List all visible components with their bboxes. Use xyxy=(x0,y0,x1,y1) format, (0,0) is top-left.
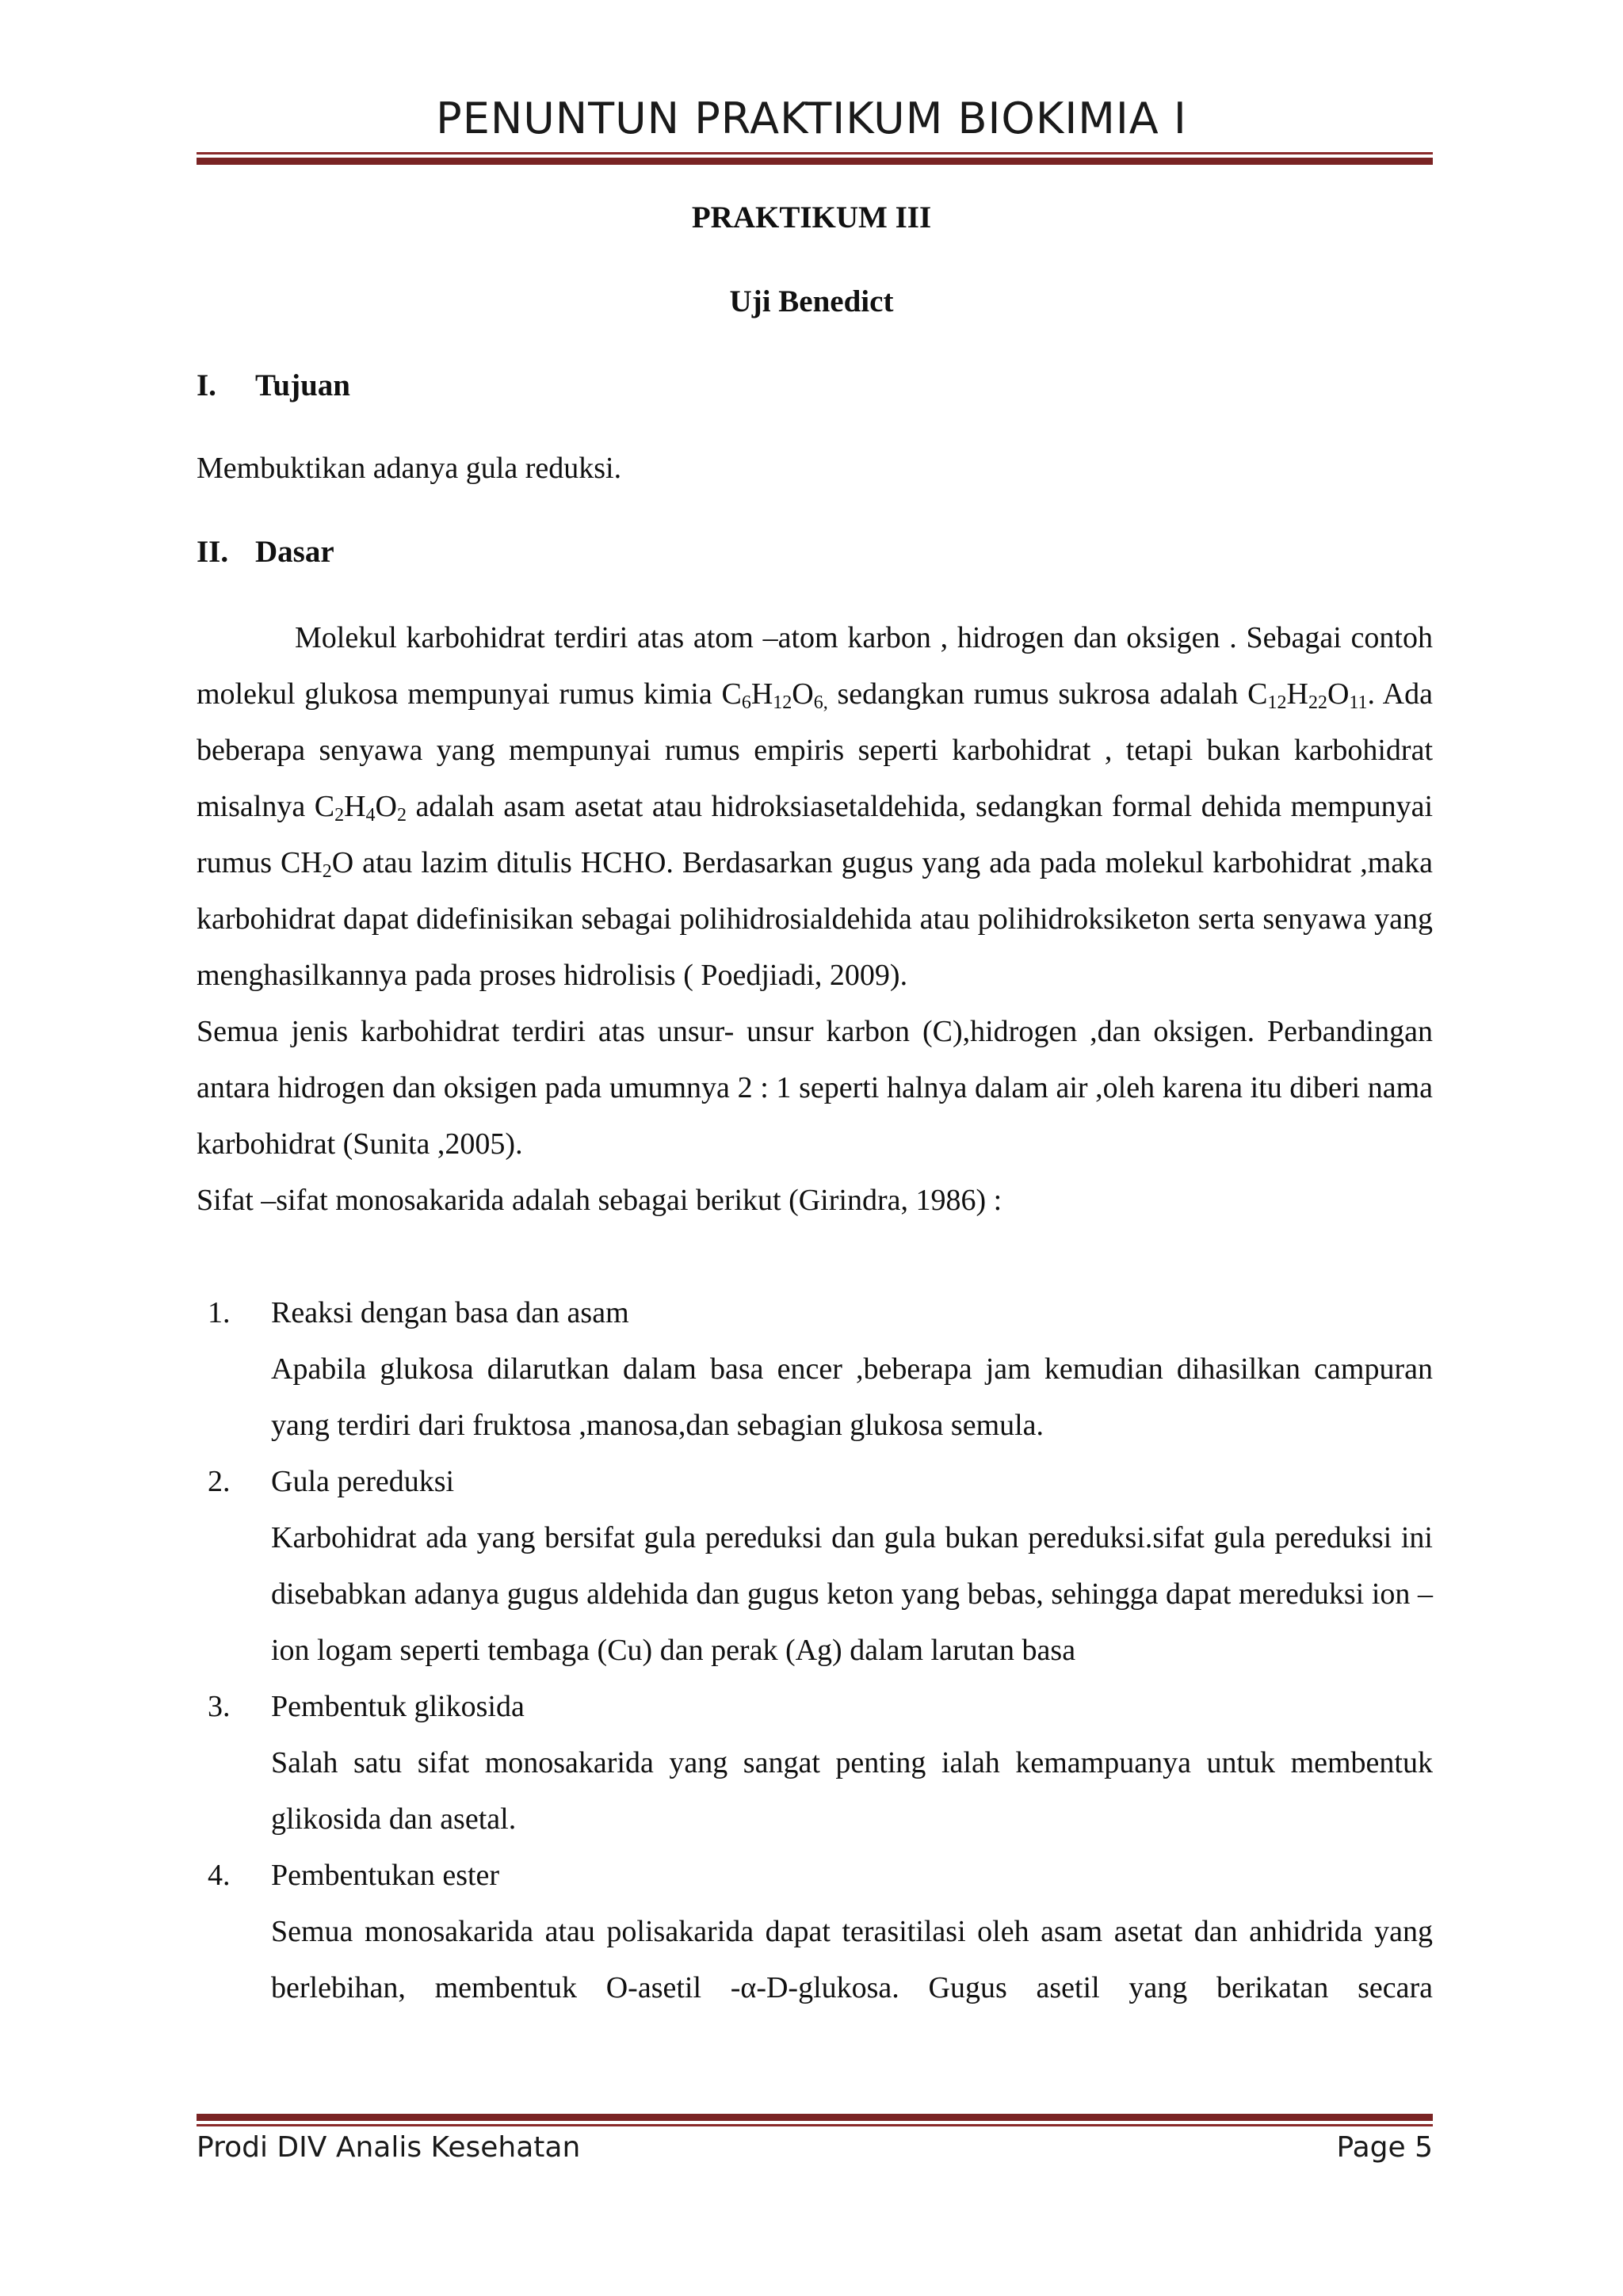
list-number: 2. xyxy=(208,1465,231,1498)
list-item xyxy=(197,1454,1433,1679)
section-heading-dasar xyxy=(197,534,334,570)
header-rule xyxy=(197,152,1433,165)
section-title: Tujuan xyxy=(255,368,350,402)
list-item-title: Gula pereduksi xyxy=(271,1465,455,1498)
monosaccharide-properties-list xyxy=(197,1285,1433,2016)
paragraph-unsur: Semua jenis karbohidrat terdiri atas unsur- unsur karbon (C),hidrogen ,dan oksigen. Perbandingan antara hidrogen dan oksigen pada umumnya 2 : 1 seperti halnya dalam air ,oleh karena itu diberi nama karbohidrat (Sunita ,2005). xyxy=(197,1015,1433,1161)
doc-title: PRAKTIKUM III xyxy=(691,200,932,235)
list-number: 3. xyxy=(208,1690,231,1723)
list-number: 4. xyxy=(208,1859,231,1892)
footer-department: Prodi DIV Analis Kesehatan xyxy=(197,2131,581,2164)
list-number: 1. xyxy=(208,1296,231,1329)
running-header: PENUNTUN PRAKTIKUM BIOKIMIA I xyxy=(436,93,1187,143)
dasar-body xyxy=(197,610,1433,1229)
section-number: II. xyxy=(197,535,229,569)
list-item xyxy=(197,1848,1433,2016)
list-item xyxy=(197,1679,1433,1848)
doc-subtitle: Uji Benedict xyxy=(729,284,894,318)
list-item-title: Pembentukan ester xyxy=(271,1859,500,1892)
list-item-body: Apabila glukosa dilarutkan dalam basa encer ,beberapa jam kemudian dihasilkan campuran yang terdiri dari fruktosa ,manosa,dan sebagian glukosa semula. xyxy=(271,1352,1433,1442)
footer-page-number: Page 5 xyxy=(1336,2131,1433,2164)
list-item-body: Karbohidrat ada yang bersifat gula pereduksi dan gula bukan pereduksi.sifat gula pereduksi ini disebabkan adanya gugus aldehida dan gugus keton yang bebas, sehingga dapat mereduksi ion – ion logam seperti tembaga (Cu) dan perak (Ag) dalam larutan basa xyxy=(271,1521,1433,1667)
section-number: I. xyxy=(197,368,216,402)
list-item-title: Reaksi dengan basa dan asam xyxy=(271,1296,629,1329)
list-item-title: Pembentuk glikosida xyxy=(271,1690,525,1723)
section-heading-tujuan xyxy=(197,368,350,403)
list-item-body: Semua monosakarida atau polisakarida dapat terasitilasi oleh asam asetat dan anhidrida yang berlebihan, membentuk O-asetil -α-D-glukosa. Gugus asetil yang berikatan secara xyxy=(271,1915,1433,2004)
tujuan-text: Membuktikan adanya gula reduksi. xyxy=(197,452,622,485)
paragraph-sifat: Sifat –sifat monosakarida adalah sebagai berikut (Girindra, 1986) : xyxy=(197,1184,1002,1217)
list-item-body: Salah satu sifat monosakarida yang sangat penting ialah kemampuanya untuk membentuk glikosida dan asetal. xyxy=(271,1746,1433,1836)
paragraph-karbohidrat: Molekul karbohidrat terdiri atas atom –atom karbon , hidrogen dan oksigen . Sebagai contoh molekul glukosa mempunyai rumus kimia $C_6H_{12}O_{6,}$ sedangkan rumus sukrosa adalah $C_{12}H_{22}O_{11}$. Ada beberapa senyawa yang mempunyai rumus empiris seperti karbohidrat , tetapi bukan karbohidrat misalnya $C_2H_4O_2$ adalah asam asetat atau hidroksiasetaldehida, sedangkan formal dehida mempunyai rumus $CH_2O$ atau lazim ditulis HCHO. Berdasarkan gugus yang ada pada molekul karbohidrat ,maka karbohidrat dapat didefinisikan sebagai polihidrosialdehida atau polihidroksiketon serta senyawa yang menghasilkannya pada proses hidrolisis ( Poedjiadi, 2009). xyxy=(197,621,1433,992)
list-item xyxy=(197,1285,1433,1454)
footer-rule xyxy=(197,2114,1433,2126)
section-title: Dasar xyxy=(255,535,334,569)
